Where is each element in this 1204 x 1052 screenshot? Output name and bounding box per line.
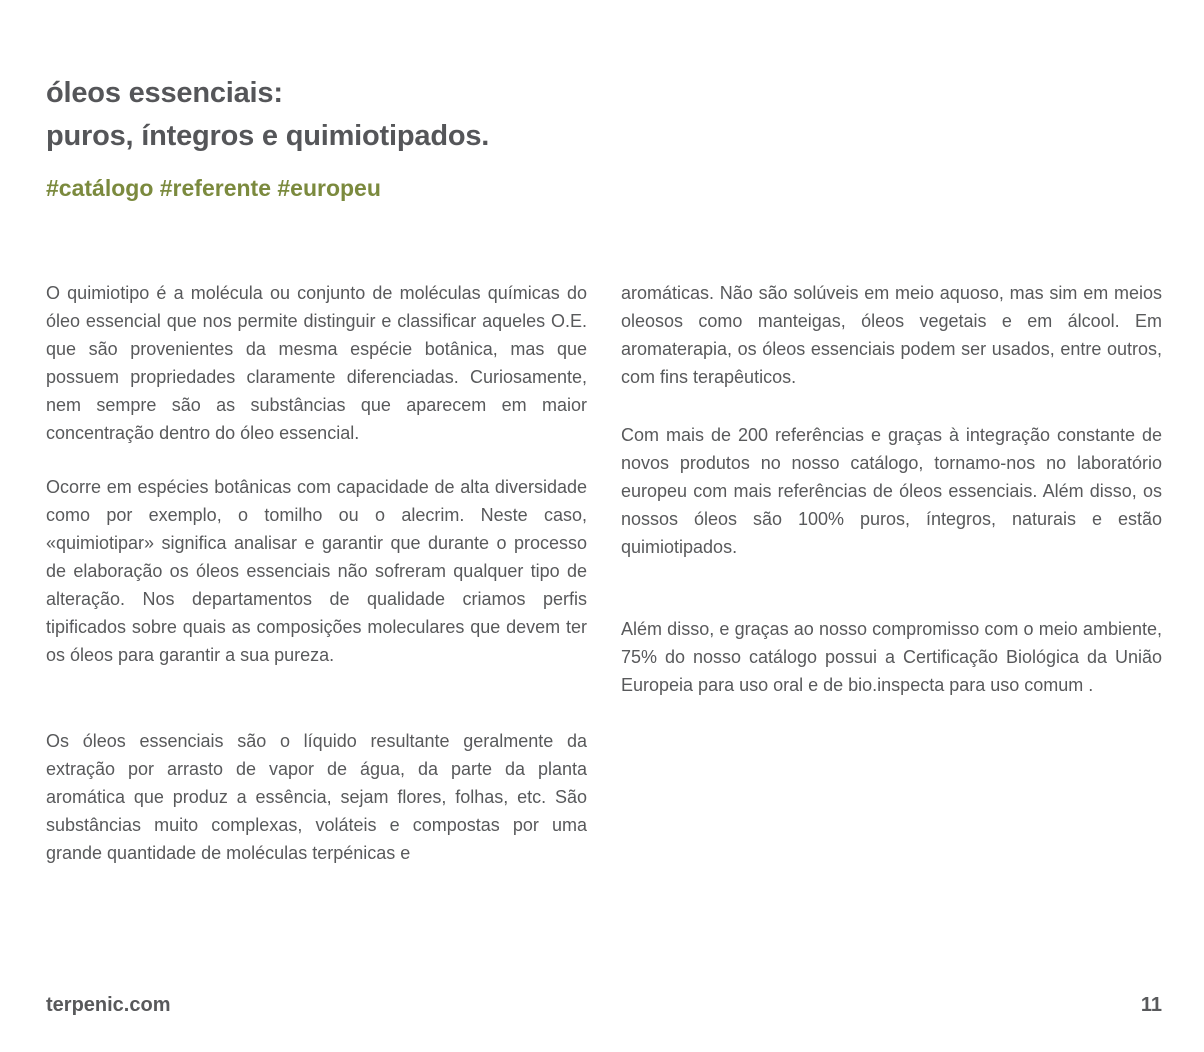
right-column <box>621 279 1162 867</box>
paragraph: Além disso, e graças ao nosso compromisso com o meio ambiente, 75% do nosso catálogo possui a Certificação Biológica da União Europeia para uso oral e de bio.inspecta para uso comum . <box>621 619 1162 695</box>
body-columns <box>46 279 1162 867</box>
page-title <box>46 72 489 158</box>
page-title-line2: puros, íntegros e quimiotipados. <box>46 120 490 152</box>
paragraph: Os óleos essenciais são o líquido resultante geralmente da extração por arrasto de vapor de água, da parte da planta aromática que produz a essência, sejam flores, folhas, etc. São substâncias muito complexas, voláteis e compostas por uma grande quantidade de moléculas terpénicas e <box>46 731 587 863</box>
page-footer <box>46 994 1162 1017</box>
hashtag-list: #catálogo #referente #europeu <box>46 175 381 201</box>
paragraph: Ocorre em espécies botânicas com capacidade de alta diversidade como por exemplo, o tomilho ou o alecrim. Neste caso, «quimiotipar» significa analisar e garantir que durante o processo de elaboração os óleos essenciais não sofreram qualquer tipo de alteração. Nos departamentos de qualidade criamos perfis tipificados sobre quais as composições moleculares que devem ter os óleos para garantir a sua pureza. <box>46 477 587 665</box>
paragraph: Com mais de 200 referências e graças à integração constante de novos produtos no nosso catálogo, tornamo-nos no laboratório europeu com mais referências de óleos essenciais. Além disso, os nossos óleos são 100% puros, íntegros, naturais e estão quimiotipados. <box>621 425 1162 557</box>
page-title-line1: óleos essenciais: <box>46 77 283 109</box>
paragraph: aromáticas. Não são solúveis em meio aquoso, mas sim em meios oleosos como manteigas, óleos vegetais e em álcool. Em aromaterapia, os óleos essenciais podem ser usados, entre outros, com fins terapêuticos. <box>621 283 1162 387</box>
paragraph: O quimiotipo é a molécula ou conjunto de moléculas químicas do óleo essencial que nos permite distinguir e classificar aqueles O.E. que são provenientes da mesma espécie botânica, mas que possuem propriedades claramente diferenciadas. Curiosamente, nem sempre são as substâncias que aparecem em maior concentração dentro do óleo essencial. <box>46 283 587 443</box>
page-number: 11 <box>1140 994 1162 1016</box>
left-column <box>46 279 587 867</box>
site-name: terpenic.com <box>46 994 171 1016</box>
